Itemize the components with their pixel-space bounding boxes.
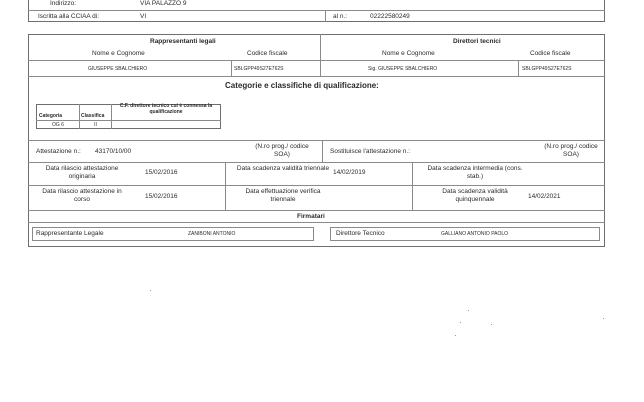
cat-col-cf-dir: C.F. direttore tecnico cui è connessa la qualificazione [119, 103, 213, 115]
scan-speck [455, 335, 456, 336]
rapp-col-nome: Nome e Cognome [92, 50, 145, 57]
date-col1-divider [225, 162, 226, 210]
scan-speck [468, 310, 469, 311]
dir-col-cf: Codice fiscale [530, 50, 571, 57]
firmatari-header-line [28, 222, 605, 223]
dir-col-nome: Nome e Cognome [382, 50, 435, 57]
categorie-table-header-line [36, 120, 221, 121]
al-n-value: 02222580249 [370, 13, 410, 20]
scadenza-quinquennale-label: Data scadenza validità quinquennale [442, 188, 508, 203]
indirizzo-label: Indirizzo: [50, 0, 77, 7]
date-row1-top-line [28, 162, 605, 163]
attestazione-prog-soa: (N.ro prog./ codice SOA) [255, 143, 309, 158]
scadenza-triennale-value: 14/02/2019 [333, 169, 366, 176]
al-n-label: al n.: [333, 13, 348, 20]
rilascio-corso-label: Data rilascio attestazione in corso [42, 188, 122, 203]
scan-speck [150, 290, 151, 291]
sostituisce-label: Sostituisce l'attestazione n.: [330, 148, 411, 155]
firmatari-top-line [28, 210, 605, 211]
date-row2-top-line [28, 185, 605, 186]
date-col2-divider [412, 162, 413, 210]
dir-row-cf: SBLGPP49S27E762S [522, 66, 572, 72]
header-col-divider [325, 10, 326, 22]
attestazione-top-line [28, 140, 605, 141]
scadenza-triennale-label: Data scadenza validità triennale [236, 165, 330, 172]
categorie-col2-divider [111, 104, 112, 129]
categorie-title: Categorie e classifiche di qualificazione: [225, 81, 379, 90]
scan-speck [491, 324, 492, 325]
cat-col-classifica: Classifica [81, 113, 105, 119]
rapp-cf-divider [231, 60, 232, 76]
rapp-row-cf: SBLGPP49S27E762S [234, 66, 284, 72]
direttori-title: Direttori tecnici [453, 38, 501, 45]
attestazione-divider [322, 140, 323, 162]
dir-row-nome: Sig. GIUSEPPE SBALCHIERO [368, 66, 438, 72]
rapp-dir-divider [320, 34, 321, 76]
rilascio-originaria-value: 15/02/2016 [145, 169, 178, 176]
categorie-top-line [28, 76, 605, 77]
scan-speck [460, 322, 461, 323]
cat-col-categoria: Categoria [39, 113, 63, 119]
header-box [28, 0, 605, 22]
rilascio-corso-value: 15/02/2016 [145, 193, 178, 200]
indirizzo-value: VIA PALAZZO 9 [140, 0, 187, 7]
rappresentante-legale-label: Rappresentante Legale [36, 230, 104, 237]
rappresentanti-title: Rappresentanti legali [150, 38, 216, 45]
rapp-row-nome: GIUSEPPE SBALCHIERO [88, 66, 148, 72]
scadenza-quinquennale-value: 14/02/2021 [528, 193, 561, 200]
rappresentante-legale-value: ZANIBONI ANTONIO [188, 231, 236, 237]
verifica-triennale-label: Data effettuazione verifica triennale [245, 188, 321, 203]
cat-row-classifica: II [94, 122, 97, 128]
sostituisce-prog-soa: (N.ro prog./ codice SOA) [544, 143, 598, 158]
attestazione-value: 43170/10/00 [95, 148, 132, 155]
header-divider [28, 10, 605, 11]
rilascio-originaria-label: Data rilascio attestazione originaria [45, 165, 119, 180]
scadenza-intermedia-label: Data scadenza intermedia (cons. stab.) [427, 165, 523, 180]
dir-cf-divider [518, 60, 519, 76]
cat-row-categoria: OG 6 [52, 122, 64, 128]
cciaa-label: Iscritta alla CCIAA di: [38, 13, 100, 20]
rapp-col-cf: Codice fiscale [247, 50, 288, 57]
direttore-tecnico-value: GALLIANO ANTONIO PAOLO [441, 231, 509, 237]
attestazione-label: Attestazione n.: [36, 148, 81, 155]
scan-speck [603, 318, 604, 319]
cciaa-value: VI [140, 13, 147, 20]
firmatari-title: Firmatari [297, 213, 325, 220]
direttore-tecnico-label: Direttore Tecnico [336, 230, 385, 237]
